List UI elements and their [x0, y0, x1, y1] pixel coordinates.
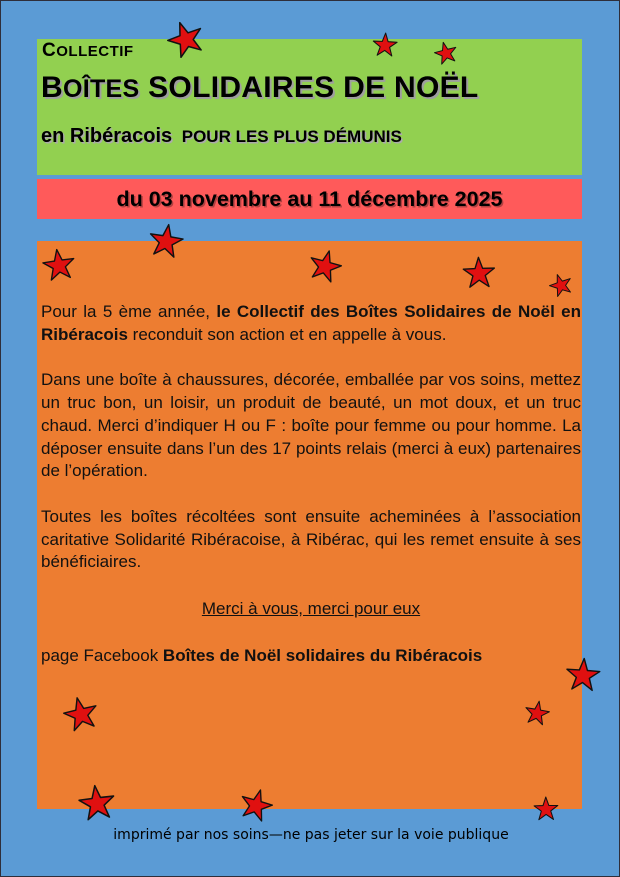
star-icon	[524, 700, 550, 726]
star-icon	[78, 784, 116, 822]
star-icon	[462, 256, 496, 290]
subtitle: en Ribéracois POUR LES PLUS DÉMUNIS	[41, 125, 402, 147]
collectif-label: COLLECTIF	[42, 40, 134, 61]
footer-note: imprimé par nos soins—ne pas jeter sur la voie publique	[113, 827, 509, 843]
body-panel	[37, 241, 582, 809]
star-icon	[372, 32, 398, 58]
star-icon	[434, 41, 458, 65]
paragraph-instructions: Dans une boîte à chaussures, décorée, emballée par vos soins, mettez un truc bon, un loisir, un produit de beauté, un mot doux, et un truc chaud. Merci d’indiquer H ou F : boîte pour femme ou pour homme. La déposer ensuite dans l’un des 17 points relais (merci à eux) partenaires de l’opération.	[41, 370, 581, 481]
facebook-line: page Facebook Boîtes de Noël solidaires du Ribéracois	[41, 645, 483, 665]
star-icon	[308, 249, 342, 283]
date-banner: du 03 novembre au 11 décembre 2025	[37, 179, 582, 219]
thanks-line: Merci à vous, merci pour eux	[201, 599, 421, 619]
star-icon	[565, 657, 601, 693]
star-icon	[63, 696, 99, 732]
star-icon	[549, 273, 573, 297]
star-icon	[167, 20, 205, 58]
star-icon	[239, 788, 273, 822]
main-title: BOÎTES SOLIDAIRES DE NOËL	[41, 71, 479, 104]
body-text	[41, 301, 581, 667]
header-banner	[37, 39, 582, 175]
paragraph-intro: Pour la 5 ème année, le Collectif des Boîtes Solidaires de Noël en Ribéracois reconduit son action et en appelle à vous.	[41, 302, 581, 344]
star-icon	[42, 248, 76, 282]
star-icon	[533, 796, 559, 822]
star-icon	[148, 223, 184, 259]
paragraph-destination: Toutes les boîtes récoltées sont ensuite acheminées à l’association caritative Solidarité Ribéracoise, à Ribérac, qui les remet ensuite à ses bénéficiaires.	[41, 506, 581, 572]
